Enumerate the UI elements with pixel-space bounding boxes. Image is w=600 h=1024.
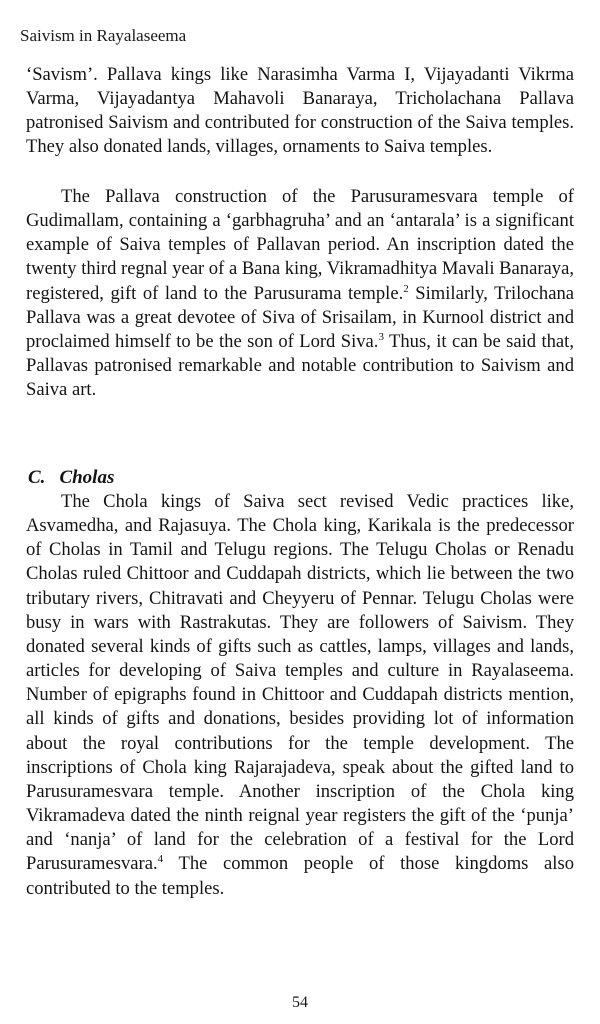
running-header: Saivism in Rayalaseema	[20, 26, 187, 45]
footnote-marker: 2	[403, 282, 409, 295]
paragraph-text: ‘Savism’. Pallava kings like Narasimha Varma I, Vijayadanti Vikrma Varma, Vijayadantya Mahavoli Banaraya, Tricholachana Pallava patronised Saivism and contributed for construction of the Saiva temples. They also donated lands, villages, ornaments to Saiva temples.	[26, 64, 574, 158]
paragraph-cholas	[26, 490, 574, 901]
page-number: 54	[292, 994, 308, 1011]
paragraph-text: Thus, it can be said that, Pallavas patronised remarkable and notable contribution to Saivism and Saiva art.	[26, 330, 574, 401]
paragraph-text: The common people of those kingdoms also contributed to the temples.	[26, 853, 574, 899]
paragraph-pallava-construction	[26, 185, 574, 402]
paragraph-text: Similarly, Trilochana Pallava was a great devotee of Siva of Srisailam, in Kurnool district and proclaimed himself to be the son of Lord Siva.	[26, 282, 574, 352]
section-letter: C.	[28, 467, 46, 488]
paragraph-savism-continued	[26, 63, 574, 160]
paragraph-text: The Chola kings of Saiva sect revised Vedic practices like, Asvamedha, and Rajasuya. The Chola king, Karikala is the predecessor of Cholas in Tamil and Telugu regions. The Telugu Cholas or Renadu Cholas ruled Chittoor and Cuddapah districts, which lie between the two tributary rivers, Chitravati and Cheyyeru of Pennar. Telugu Cholas were busy in wars with Rastrakutas. They are followers of Saivism. They donated several kinds of gifts such as cattles, lamps, villages and lands, articles for developing of Saiva temples and culture in Rayalaseema. Number of epigraphs found in Chittoor and Cuddapah districts mention, all kinds of gifts and donations, besides providing lot of information about the royal contributions for the temple development. The inscriptions of Chola king Rajarajadeva, speak about the gifted land to Parusuramesvara temple. Another inscription of the Chola king Vikramadeva dated the ninth reignal year registers the gift of the ‘punja’ and ‘nanja’ of land for the celebration of a festival for the Lord Parusuramesvara.	[26, 491, 574, 875]
section-title: Cholas	[59, 467, 115, 488]
footnote-marker: 4	[157, 853, 164, 866]
paragraph-text: The Pallava construction of the Parusuramesvara temple of Gudimallam, containing a ‘garbhagruha’ and an ‘antarala’ is a significant example of Saiva temples of Pallavan period. An inscription dated the twenty third regnal year of a Bana king, Vikramadhitya Mavali Banaraya, registered, gift of land to the Parusurama temple.	[26, 186, 574, 304]
footnote-marker: 3	[378, 330, 384, 343]
section-heading	[28, 466, 114, 490]
